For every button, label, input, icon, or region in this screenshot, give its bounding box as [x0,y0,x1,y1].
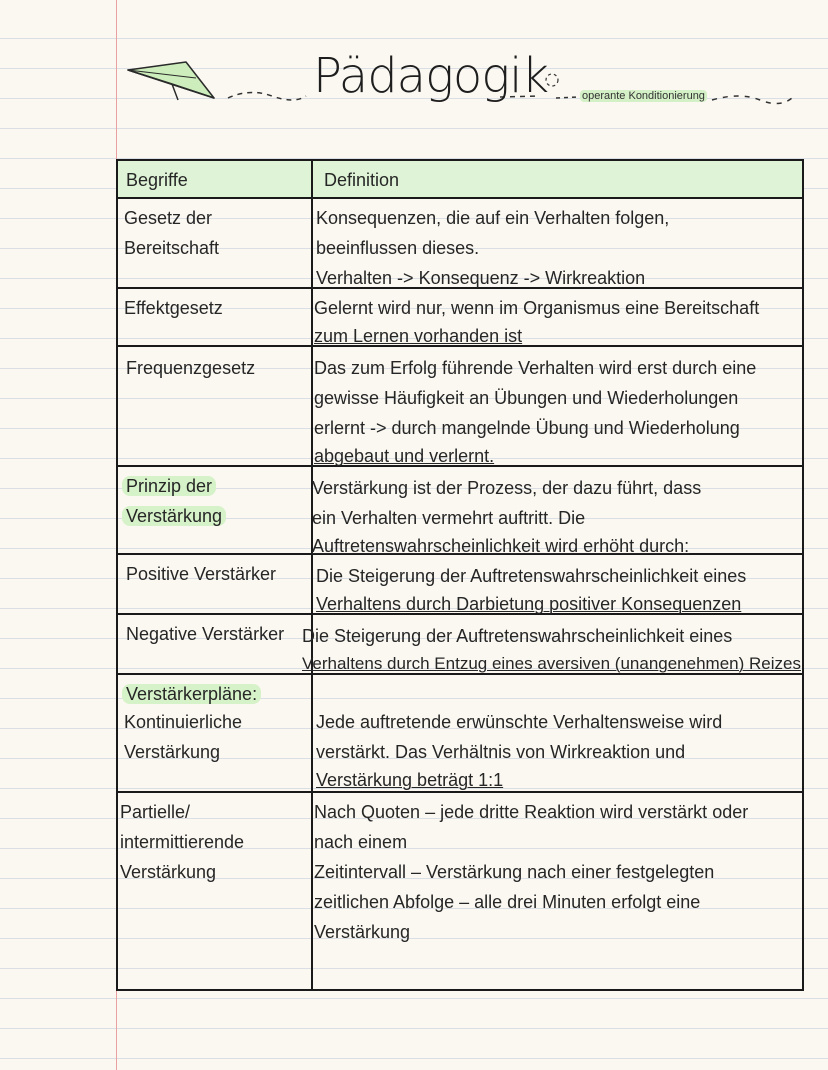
term-line: Verstärkung [124,742,221,762]
subtitle-text: operante Konditionierung [582,90,705,102]
header-definition: Definition [324,170,400,190]
term-line: intermittierende [120,832,245,852]
definition-line: Auftretenswahrscheinlichkeit wird erhöht durch: [312,536,690,556]
definitions-table [116,159,804,991]
definition-line: Die Steigerung der Auftretenswahrscheinlichkeit eines [316,566,747,586]
definition-line: Verhaltens durch Entzug eines aversiven (unangenehmen) Reizes [302,654,801,673]
definition-line: Das zum Erfolg führende Verhalten wird erst durch eine [314,358,757,378]
term-line: Effektgesetz [124,298,223,318]
definition-line: abgebaut und verlernt. [314,446,495,466]
term-line [122,501,226,531]
definition-line: beeinflussen dieses. [316,238,480,258]
term-line: Partielle/ [120,802,191,822]
definition-line: verstärkt. Das Verhältnis von Wirkreaktion und [316,742,686,762]
page-title: Pädagogik [313,48,549,104]
table-header-row [118,161,802,199]
highlighted-term: Verstärkung [122,506,226,526]
definition-line: Verhaltens durch Darbietung positiver Konsequenzen [316,594,742,614]
highlighted-term: Verstärkerpläne: [122,684,261,704]
definition-line: zum Lernen vorhanden ist [314,326,523,346]
term-line: Bereitschaft [124,238,220,258]
header-begriffe: Begriffe [126,170,188,190]
definition-line: Nach Quoten – jede dritte Reaktion wird verstärkt oder [314,802,749,822]
column-divider [311,161,313,989]
definition-line: gewisse Häufigkeit an Übungen und Wiederholungen [314,388,739,408]
term-line: Frequenzgesetz [126,358,256,378]
page-subtitle [580,90,707,102]
definition-line: Jede auftretende erwünschte Verhaltensweise wird [316,712,723,732]
definition-line: Verhalten -> Konsequenz -> Wirkreaktion [316,268,646,288]
term-line: Positive Verstärker [126,564,277,584]
definition-line: Gelernt wird nur, wenn im Organismus eine Bereitschaft [314,298,760,318]
definition-line: Die Steigerung der Auftretenswahrscheinlichkeit eines [302,626,733,646]
definition-line: Zeitintervall – Verstärkung nach einer festgelegten [314,862,715,882]
term-line: Negative Verstärker [126,624,285,644]
definition-line: Verstärkung [314,922,411,942]
term-line [122,471,216,501]
definition-line: zeitlichen Abfolge – alle drei Minuten erfolgt eine [314,892,701,912]
term-line [122,679,261,709]
definition-line: Konsequenzen, die auf ein Verhalten folgen, [316,208,670,228]
definition-line: Verstärkung ist der Prozess, der dazu führt, dass [312,478,702,498]
definition-line: nach einem [314,832,408,852]
term-line: Gesetz der [124,208,213,228]
term-line: Verstärkung [120,862,217,882]
definition-line: ein Verhalten vermehrt auftritt. Die [312,508,586,528]
highlighted-term: Prinzip der [122,476,216,496]
definition-line: erlernt -> durch mangelnde Übung und Wiederholung [314,418,740,438]
definition-line: Verstärkung beträgt 1:1 [316,770,504,790]
term-line: Kontinuierliche [124,712,243,732]
